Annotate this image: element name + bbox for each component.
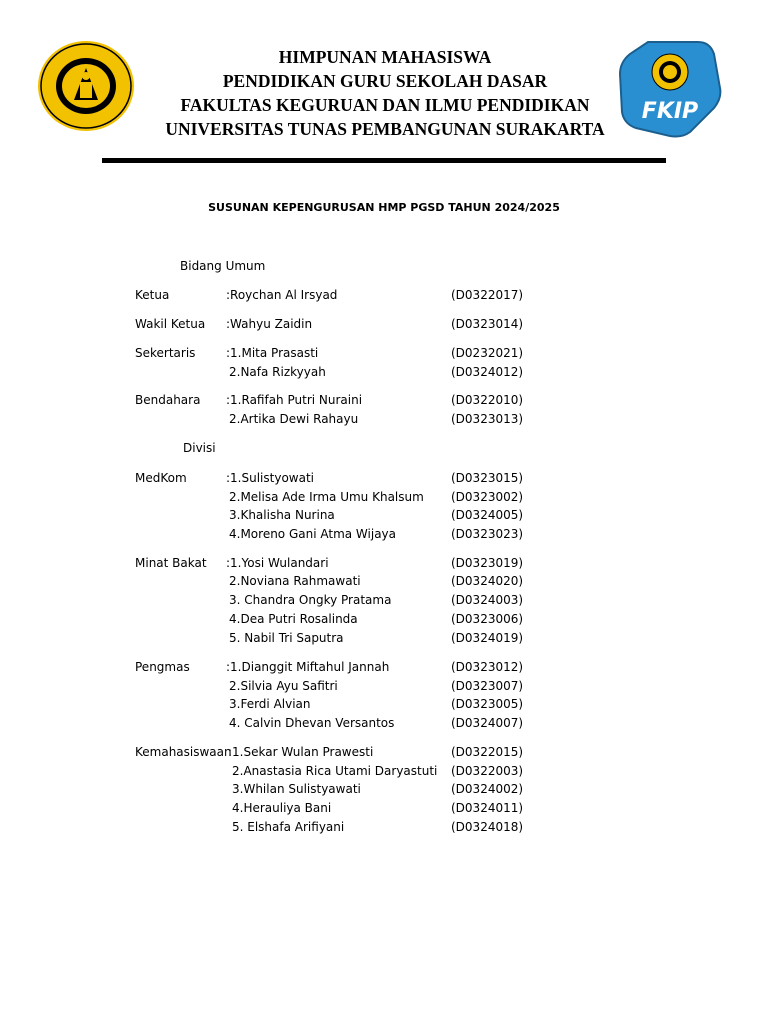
member-name: 2.Anastasia Rica Utami Daryastuti xyxy=(232,764,438,778)
member-name: :1.Sekar Wulan Prawesti xyxy=(228,745,374,759)
member-name: 2.Melisa Ade Irma Umu Khalsum xyxy=(229,490,424,504)
header-line: FAKULTAS KEGURUAN DAN ILMU PENDIDIKAN xyxy=(180,95,590,115)
member-nim: (D0324011) xyxy=(451,801,524,815)
member-name: 4.Dea Putri Rosalinda xyxy=(229,612,358,626)
member-nim: (D0323013) xyxy=(451,412,524,426)
member-row xyxy=(135,346,535,362)
member-row xyxy=(135,556,535,572)
member-role: Pengmas xyxy=(135,660,190,674)
university-seal-logo xyxy=(36,40,136,132)
member-name: 2.Silvia Ayu Safitri xyxy=(229,679,338,693)
member-nim: (D0324020) xyxy=(451,574,524,588)
member-nim: (D0323014) xyxy=(451,317,524,331)
member-name: 3.Khalisha Nurina xyxy=(229,508,335,522)
member-role: Sekertaris xyxy=(135,346,196,360)
member-nim: (D0324005) xyxy=(451,508,524,522)
member-nim: (D0232021) xyxy=(451,346,524,360)
member-role: Bendahara xyxy=(135,393,201,407)
header-line: HIMPUNAN MAHASISWA xyxy=(278,47,492,67)
section-divisi: Divisi xyxy=(183,441,216,455)
member-nim: (D0324012) xyxy=(451,365,524,379)
member-nim: (D0322003) xyxy=(451,764,524,778)
member-nim: (D0323015) xyxy=(451,471,524,485)
member-nim: (D0324018) xyxy=(451,820,524,834)
header-line: UNIVERSITAS TUNAS PEMBANGUNAN SURAKARTA xyxy=(165,119,605,139)
header-line: PENDIDIKAN GURU SEKOLAH DASAR xyxy=(222,71,548,91)
member-nim: (D0324019) xyxy=(451,631,524,645)
member-role: Ketua xyxy=(135,288,170,302)
member-row xyxy=(135,574,535,590)
member-name: 3. Chandra Ongky Pratama xyxy=(229,593,392,607)
member-name: :Wahyu Zaidin xyxy=(226,317,313,331)
member-row xyxy=(135,317,535,333)
member-nim: (D0323002) xyxy=(451,490,524,504)
member-row xyxy=(135,697,535,713)
member-nim: (D0324003) xyxy=(451,593,524,607)
member-nim: (D0324002) xyxy=(451,782,524,796)
member-nim: (D0323006) xyxy=(451,612,524,626)
member-row xyxy=(135,471,535,487)
document-title: SUSUNAN KEPENGURUSAN HMP PGSD TAHUN 2024/2025 xyxy=(208,201,560,214)
member-row xyxy=(135,716,535,732)
member-name: :1.Dianggit Miftahul Jannah xyxy=(226,660,390,674)
member-nim: (D0323012) xyxy=(451,660,524,674)
member-name: :1.Yosi Wulandari xyxy=(226,556,329,570)
member-name: 5. Elshafa Arifiyani xyxy=(232,820,345,834)
member-row xyxy=(135,679,535,695)
member-row xyxy=(135,527,535,543)
member-nim: (D0322015) xyxy=(451,745,524,759)
member-row xyxy=(135,412,535,428)
member-row xyxy=(135,764,535,780)
member-name: 2.Noviana Rahmawati xyxy=(229,574,361,588)
member-row xyxy=(135,490,535,506)
member-name: 5. Nabil Tri Saputra xyxy=(229,631,344,645)
member-name: 4. Calvin Dhevan Versantos xyxy=(229,716,395,730)
header-divider xyxy=(102,158,666,163)
member-role: MedKom xyxy=(135,471,187,485)
member-name: :1.Mita Prasasti xyxy=(226,346,319,360)
member-name: :1.Sulistyowati xyxy=(226,471,314,485)
member-role: Minat Bakat xyxy=(135,556,207,570)
member-nim: (D0323007) xyxy=(451,679,524,693)
member-role: Kemahasiswaan xyxy=(135,745,232,759)
member-row xyxy=(135,612,535,628)
member-row xyxy=(135,745,535,761)
fkip-logo xyxy=(618,38,722,138)
section-bidang-umum: Bidang Umum xyxy=(180,259,266,273)
member-role: Wakil Ketua xyxy=(135,317,206,331)
member-name: :Roychan Al Irsyad xyxy=(226,288,338,302)
member-row xyxy=(135,393,535,409)
member-nim: (D0323023) xyxy=(451,527,524,541)
member-row xyxy=(135,801,535,817)
member-row xyxy=(135,508,535,524)
member-row xyxy=(135,631,535,647)
member-name: 3.Ferdi Alvian xyxy=(229,697,311,711)
member-row xyxy=(135,593,535,609)
fkip-logo-text: FKIP xyxy=(641,99,699,124)
member-name: 2.Nafa Rizkyyah xyxy=(229,365,326,379)
member-nim: (D0323019) xyxy=(451,556,524,570)
member-name: 4.Herauliya Bani xyxy=(232,801,332,815)
member-name: :1.Rafifah Putri Nuraini xyxy=(226,393,363,407)
member-row xyxy=(135,660,535,676)
member-row xyxy=(135,365,535,381)
member-row xyxy=(135,820,535,836)
member-nim: (D0322010) xyxy=(451,393,524,407)
member-row xyxy=(135,288,535,304)
organization-header xyxy=(140,45,630,141)
member-nim: (D0322017) xyxy=(451,288,524,302)
member-name: 2.Artika Dewi Rahayu xyxy=(229,412,359,426)
member-name: 4.Moreno Gani Atma Wijaya xyxy=(229,527,397,541)
member-nim: (D0323005) xyxy=(451,697,524,711)
member-row xyxy=(135,782,535,798)
member-nim: (D0324007) xyxy=(451,716,524,730)
member-name: 3.Whilan Sulistyawati xyxy=(232,782,361,796)
